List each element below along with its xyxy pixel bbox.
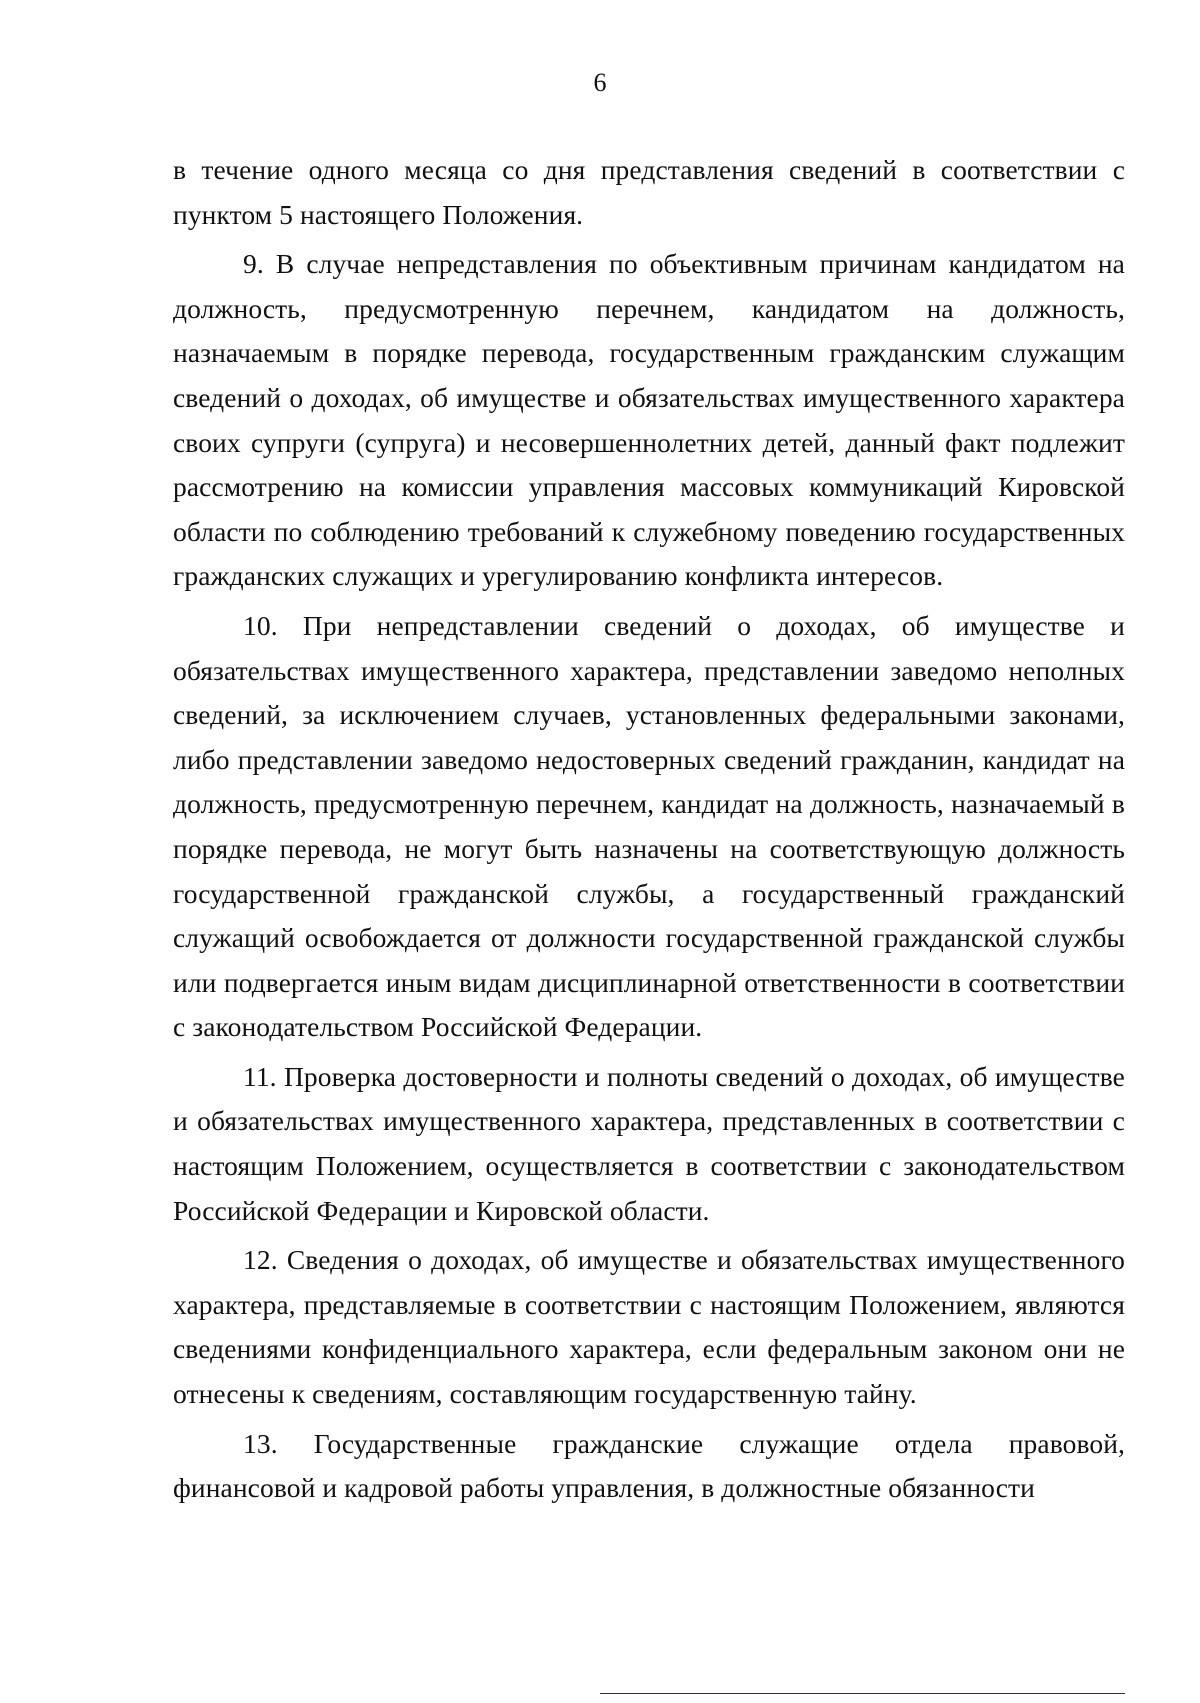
paragraph-13: 13. Государственные гражданские служащие отдела правовой, финансовой и кадровой работы управления, в должностные обязанности [173, 1427, 1125, 1504]
paragraph-10: 10. При непредставлении сведений о доходах, об имуществе и обязательствах имущественного характера, представлении заведомо неполных сведений, за исключением случаев, установленных федеральными законами, либо представлении заведомо недостоверных сведений гражданин, кандидат на должность, предусмотренную перечнем, кандидат на должность, назначаемый в порядке перевода, не могут быть назначены на соответствующую должность государственной гражданской службы, а государственный гражданский служащий освобождается от должности государственной гражданской службы или подвергается иным видам дисциплинарной ответственности в соответствии с законодательством Российской Федерации. [173, 609, 1125, 1043]
paragraph-12: 12. Сведения о доходах, об имуществе и обязательствах имущественного характера, представляемые в соответствии с настоящим Положением, являются сведениями конфиденциального характера, если федеральным законом они не отнесены к сведениям, составляющим государственную тайну. [173, 1244, 1125, 1410]
page-number: 6 [593, 68, 607, 97]
paragraph-continuation: в течение одного месяца со дня представления сведений в соответствии с пунктом 5 настоящего Положения. [173, 154, 1125, 230]
paragraph-11: 11. Проверка достоверности и полноты сведений о доходах, об имуществе и обязательствах имущественного характера, представленных в соответствии с настоящим Положением, осуществляется в соответствии с законодательством Российской Федерации и Кировской области. [173, 1060, 1125, 1226]
document-body [173, 148, 1125, 1516]
paragraph-9: 9. В случае непредставления по объективным причинам кандидатом на должность, предусмотренную перечнем, кандидатом на должность, назначаемым в порядке перевода, государственным гражданским служащим сведений о доходах, об имуществе и обязательствах имущественного характера своих супруги (супруга) и несовершеннолетних детей, данный факт подлежит рассмотрению на комиссии управления массовых коммуникаций Кировской области по соблюдению требований к служебному поведению государственных гражданских служащих и урегулированию конфликта интересов. [173, 248, 1125, 592]
footer-rule [600, 1693, 1125, 1694]
